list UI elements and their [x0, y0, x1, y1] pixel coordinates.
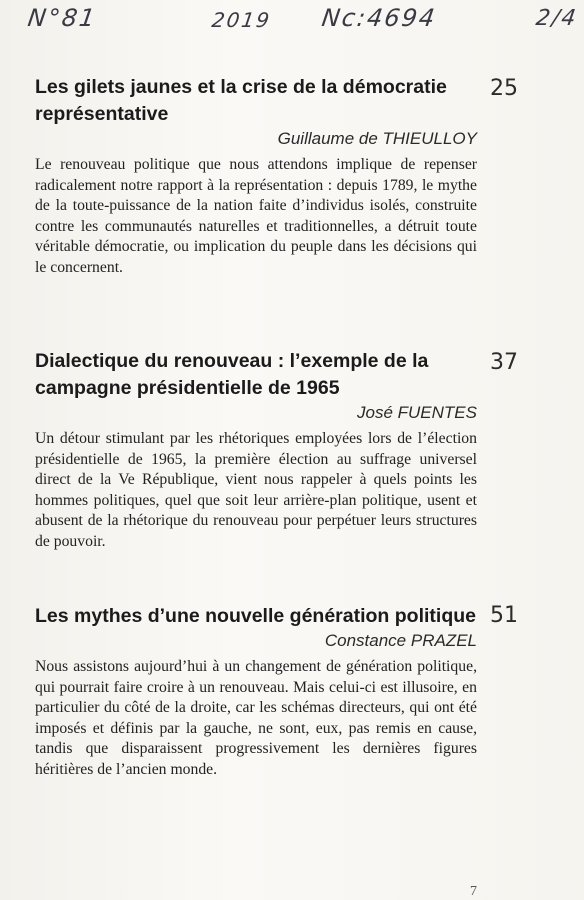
- toc-entry: [35, 348, 477, 552]
- toc-entry: [35, 603, 477, 780]
- article-summary: Un détour stimulant par les rhétoriques employées lors de l’élection présidentielle de 1965, la première élection au suffrage universel direct de la Ve République, vient nous rappeler à quels points les hommes politiques, quel que soit leur arrière-plan politique, usent et abusent de la rhétorique du renouveau pour perpétuer leurs structures de pouvoir.: [35, 430, 477, 550]
- article-summary: Nous assistons aujourd’hui à un changement de génération politique, qui pourrait faire croire à un renouveau. Mais celui-ci est illusoire, en particulier du côté de la droite, car les schémas directeurs, qui ont été imposés et définis par la gauche, ne sont, eux, pas remis en cause, tandis que disparaissent progressivement les dernières figures héritières de l’ancien monde.: [35, 658, 477, 778]
- article-page-number: 37: [490, 350, 518, 375]
- article-page-number: 51: [490, 603, 518, 628]
- handwritten-reference: Nc:4694: [320, 4, 439, 32]
- article-summary: Le renouveau politique que nous attendons implique de repenser radicalement notre rapport à la représentation : depuis 1789, le mythe de la toute-puissance de la nation faite d’individus isolés, construite contre les communautés naturelles et traditionnelles, a détruit toute véritable démocratie, ou implication du peuple dans les décisions qui le concernent.: [35, 156, 477, 276]
- toc-entry: [35, 74, 477, 278]
- handwritten-page-mark: 2/4: [534, 6, 580, 31]
- article-author: José FUENTES: [357, 403, 477, 422]
- article-title: Les mythes d’une nouvelle génération politique: [35, 605, 476, 627]
- article-page-number: 25: [490, 76, 518, 101]
- handwritten-issue-number: N°81: [26, 4, 99, 32]
- article-author: Constance PRAZEL: [324, 631, 477, 650]
- article-title: Les gilets jaunes et la crise de la démocratie représentative: [35, 76, 447, 125]
- handwritten-year: 2019: [210, 8, 273, 32]
- article-author: Guillaume de THIEULLOY: [277, 129, 477, 148]
- footer-page-number: 7: [470, 884, 477, 899]
- article-title: Dialectique du renouveau : l’exemple de la campagne présidentielle de 1965: [35, 350, 429, 399]
